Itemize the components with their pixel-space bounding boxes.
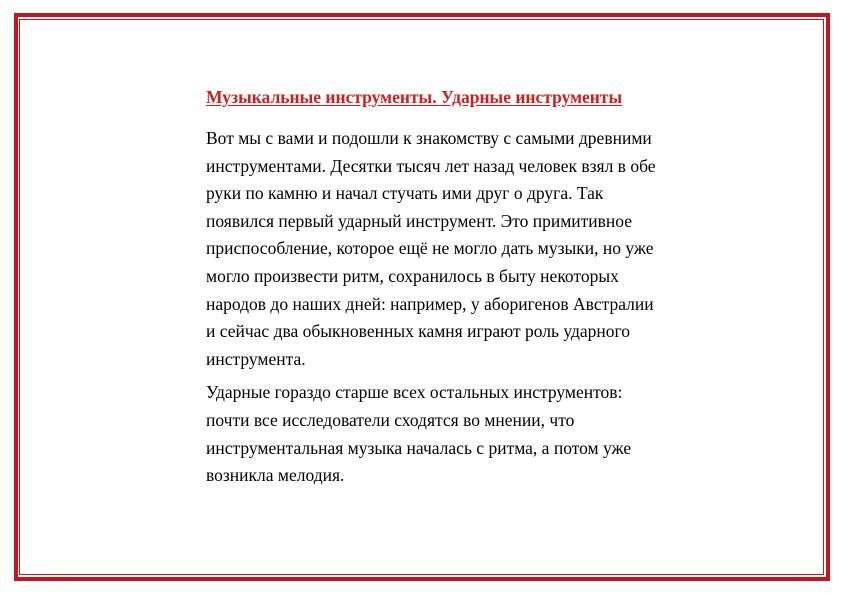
- paragraph-line: появился первый ударный инструмент. Это примитивное: [206, 210, 633, 231]
- page-title: Музыкальные инструменты. Ударные инструменты: [206, 87, 623, 107]
- paragraph-line: Ударные гораздо старше всех остальных инструментов:: [206, 382, 623, 403]
- paragraph-line: приспособление, которое ещё не могло дать музыки, но уже: [206, 238, 654, 259]
- paragraph-line: Вот мы с вами и подошли к знакомству с самыми древними: [206, 128, 652, 148]
- paragraph-line: инструмента.: [206, 348, 306, 369]
- paragraph-line: инструментальная музыка началась с ритма, а потом уже: [206, 437, 632, 458]
- paragraph-line: почти все исследователи сходятся во мнении, что: [206, 409, 575, 430]
- paragraph-line: инструментами. Десятки тысяч лет назад человек взял в обе: [206, 155, 656, 176]
- document-body: [206, 86, 726, 496]
- paragraph-2: [206, 379, 726, 489]
- paragraph-line: могло произвести ритм, сохранилось в быту некоторых: [206, 265, 619, 286]
- paragraph-line: народов до наших дней: например, у аборигенов Австралии: [206, 293, 654, 314]
- paragraph-line: и сейчас два обыкновенных камня играют роль ударного: [206, 321, 631, 342]
- paragraph-line: возникла мелодия.: [206, 465, 345, 486]
- paragraph-line: руки по камню и начал стучать ими друг о друга. Так: [206, 183, 604, 204]
- paragraph-1: [206, 125, 726, 373]
